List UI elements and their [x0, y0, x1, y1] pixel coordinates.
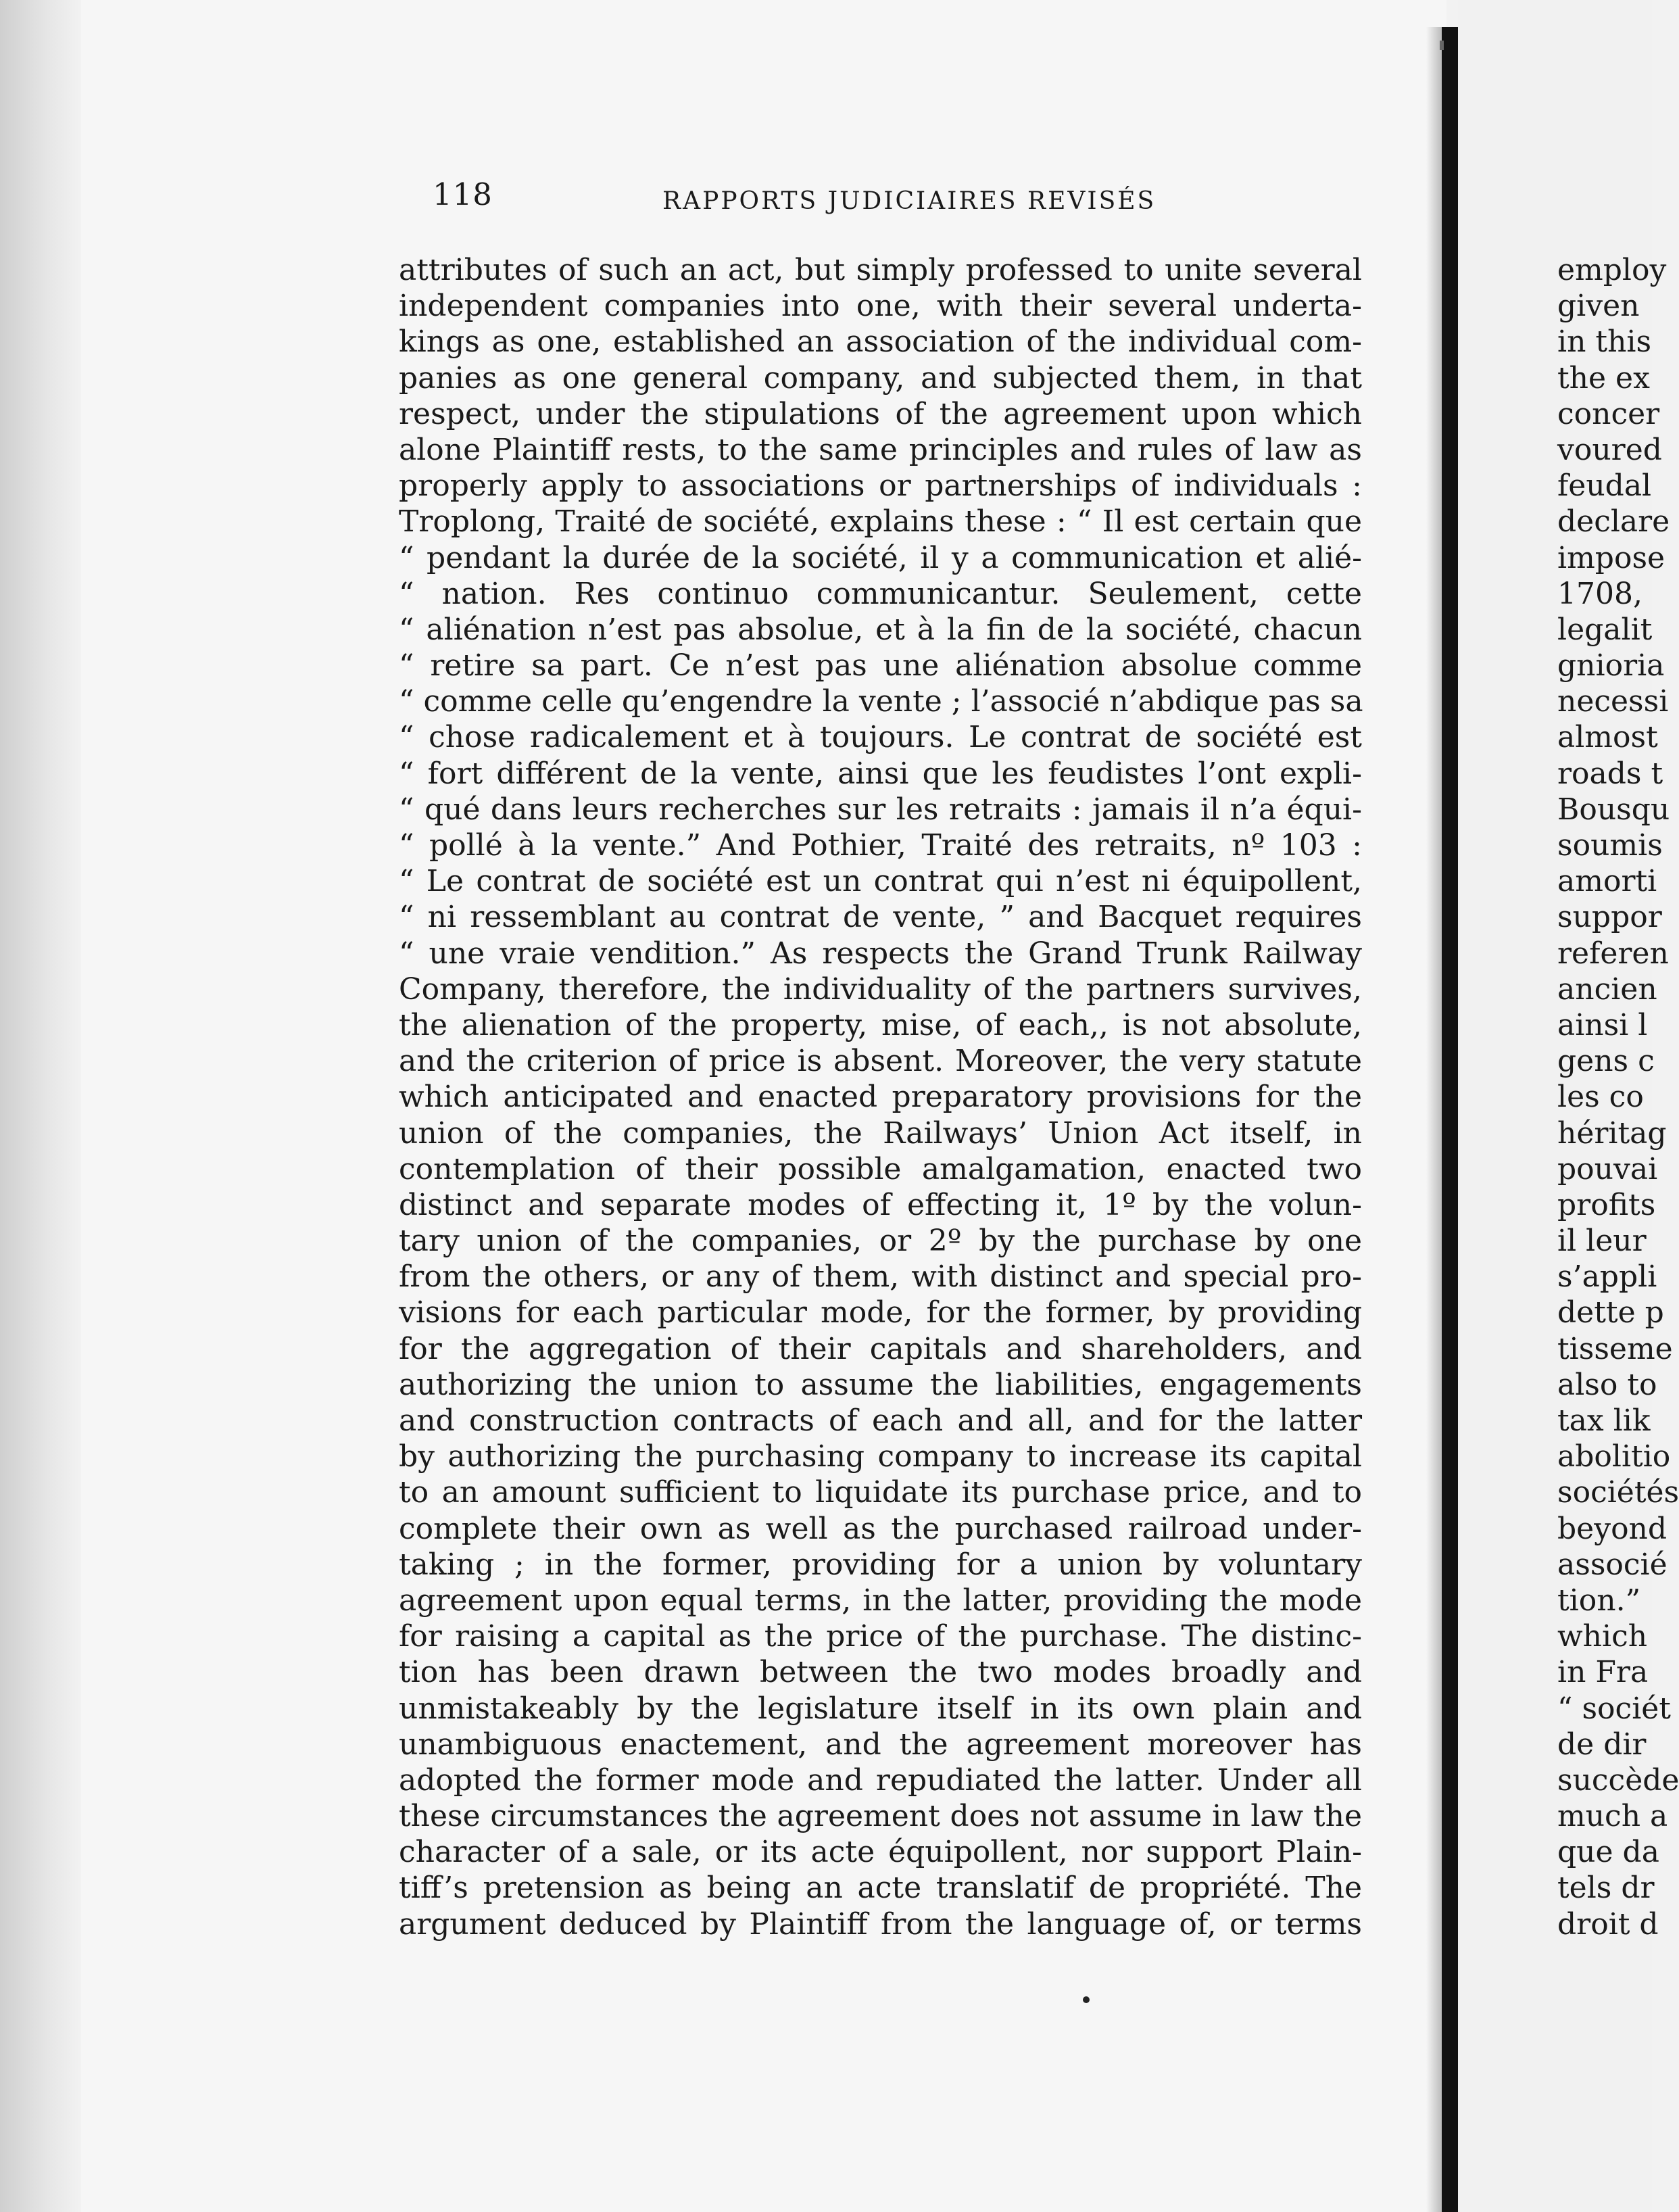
text-line: complete their own as well as the purchased railroad under- [399, 1511, 1362, 1546]
text-line: “ aliénation n’est pas absolue, et à la fin de la société, chacun [399, 612, 1362, 647]
facing-text-line: feudal [1557, 468, 1652, 504]
text-line: kings as one, established an association of the individual com- [399, 324, 1362, 360]
facing-text-line: gnioria [1557, 648, 1665, 683]
text-line: “ chose radicalement et à toujours. Le contrat de société est [399, 720, 1362, 755]
facing-text-line: pouvai [1557, 1151, 1658, 1186]
facing-text-line: roads t [1557, 756, 1663, 791]
text-line: tary union of the companies, or 2º by the purchase by one [399, 1224, 1362, 1259]
facing-text-line: also to [1557, 1367, 1657, 1402]
text-line: which anticipated and enacted preparatory provisions for the [399, 1080, 1362, 1115]
facing-text-line: amorti [1557, 864, 1657, 899]
facing-text-line: sociétés [1557, 1475, 1679, 1510]
facing-text-line: tels dr [1557, 1871, 1655, 1906]
text-line: adopted the former mode and repudiated the latter. Under all [399, 1762, 1362, 1798]
facing-text-line: legalit [1557, 612, 1653, 647]
facing-text-line: “ sociét [1557, 1691, 1671, 1726]
facing-text-line: abolitio [1557, 1439, 1671, 1474]
page-edge-shadow [0, 0, 88, 2212]
text-line: by authorizing the purchasing company to increase its capital [399, 1439, 1362, 1474]
text-line: “ ni ressemblant au contrat de vente, ” and Bacquet requires [399, 900, 1362, 935]
facing-text-line: droit d [1557, 1906, 1659, 1942]
facing-text-line: voured [1557, 432, 1662, 467]
facing-text-line: ainsi l [1557, 1007, 1648, 1042]
text-line: “ retire sa part. Ce n’est pas une aliénation absolue comme [399, 648, 1362, 683]
text-line: “ qué dans leurs recherches sur les retraits : jamais il n’a équi- [399, 792, 1362, 827]
facing-text-line: in this [1557, 324, 1652, 360]
text-line: respect, under the stipulations of the agreement upon which [399, 396, 1362, 431]
text-line: these circumstances the agreement does not assume in law the [399, 1799, 1362, 1834]
text-line: tiff’s pretension as being an acte translatif de propriété. The [399, 1871, 1362, 1906]
facing-text-line: ancien [1557, 971, 1657, 1007]
text-line: taking ; in the former, providing for a union by voluntary [399, 1547, 1362, 1582]
text-line: “ une vraie vendition.” As respects the Grand Trunk Railway [399, 936, 1362, 971]
facing-text-line: impose [1557, 540, 1665, 575]
book-gutter [1442, 27, 1458, 2212]
facing-text-line: referen [1557, 936, 1669, 971]
text-line: “ fort différent de la vente, ainsi que les feudistes l’ont expli- [399, 756, 1362, 791]
text-line: unmistakeably by the legislature itself in its own plain and [399, 1691, 1362, 1726]
facing-text-line: succède [1557, 1762, 1679, 1798]
text-line: from the others, or any of them, with distinct and special pro- [399, 1259, 1362, 1295]
text-line: distinct and separate modes of effecting it, 1º by the volun- [399, 1187, 1362, 1222]
facing-text-line: necessi [1557, 684, 1669, 719]
facing-text-line: héritag [1557, 1115, 1667, 1151]
facing-text-line: les co [1557, 1080, 1644, 1115]
running-head: RAPPORTS JUDICIAIRES REVISÉS [662, 187, 1157, 215]
scan-mark [1440, 41, 1444, 50]
text-line: “ pollé à la vente.” And Pothier, Traité des retraits, nº 103 : [399, 828, 1362, 863]
text-line: “ nation. Res continuo communicantur. Seulement, cette [399, 576, 1362, 611]
text-line: for the aggregation of their capitals and shareholders, and [399, 1331, 1362, 1366]
facing-text-line: tisseme [1557, 1331, 1673, 1366]
facing-text-line: gens c [1557, 1044, 1655, 1079]
facing-text-line: associé [1557, 1547, 1668, 1582]
facing-text-line: concer [1557, 396, 1660, 431]
text-line: panies as one general company, and subjected them, in that [399, 360, 1362, 395]
facing-text-line: much a [1557, 1799, 1668, 1834]
text-line: Company, therefore, the individuality of the partners survives, [399, 971, 1362, 1007]
text-line: Troplong, Traité de société, explains these : “ Il est certain que [399, 504, 1362, 539]
facing-text-line: the ex [1557, 360, 1650, 395]
facing-text-line: almost [1557, 720, 1658, 755]
facing-text-line: declare [1557, 504, 1670, 539]
text-line: and the criterion of price is absent. Moreover, the very statute [399, 1044, 1362, 1079]
text-line: agreement upon equal terms, in the latter, providing the mode [399, 1583, 1362, 1618]
text-line: the alienation of the property, mise, of each,, is not absolute, [399, 1007, 1362, 1042]
ink-speck [1083, 1996, 1090, 2003]
text-line: and construction contracts of each and all, and for the latter [399, 1403, 1362, 1438]
facing-page-text-fragment [1557, 252, 1679, 1942]
text-line: independent companies into one, with their several underta- [399, 289, 1362, 324]
facing-text-line: in Fra [1557, 1655, 1649, 1690]
text-line: attributes of such an act, but simply professed to unite several [399, 253, 1362, 287]
facing-text-line: il leur [1557, 1224, 1647, 1259]
facing-text-line: tax lik [1557, 1403, 1651, 1438]
text-line: argument deduced by Plaintiff from the language of, or terms [399, 1906, 1362, 1942]
text-line: contemplation of their possible amalgamation, enacted two [399, 1151, 1362, 1186]
gutter-shadow [1426, 27, 1442, 2212]
facing-text-line: suppor [1557, 900, 1662, 935]
facing-text-line: s’appli [1557, 1259, 1657, 1295]
facing-text-line: soumis [1557, 828, 1663, 863]
facing-text-line: profits [1557, 1187, 1656, 1222]
text-line: character of a sale, or its acte équipollent, nor support Plain- [399, 1835, 1362, 1870]
page-number: 118 [433, 176, 493, 212]
text-line: tion has been drawn between the two modes broadly and [399, 1655, 1362, 1690]
facing-text-line: Bousqu [1557, 792, 1670, 827]
text-line: unambiguous enactement, and the agreement moreover has [399, 1727, 1362, 1762]
facing-text-line: given [1557, 289, 1640, 324]
facing-text-line: beyond [1557, 1511, 1668, 1546]
facing-text-line: employ [1557, 253, 1667, 287]
facing-text-line: de dir [1557, 1727, 1647, 1762]
facing-text-line: 1708, [1557, 576, 1642, 611]
main-text-column [399, 252, 1362, 1942]
text-line: alone Plaintiff rests, to the same principles and rules of law as [399, 432, 1362, 467]
text-line: properly apply to associations or partnerships of individuals : [399, 468, 1362, 504]
facing-text-line: dette p [1557, 1295, 1664, 1330]
text-line: union of the companies, the Railways’ Union Act itself, in [399, 1115, 1362, 1151]
facing-text-line: which [1557, 1619, 1648, 1654]
text-line: to an amount sufficient to liquidate its purchase price, and to [399, 1475, 1362, 1510]
text-line: “ pendant la durée de la société, il y a communication et alié- [399, 540, 1362, 575]
facing-text-line: tion.” [1557, 1583, 1641, 1618]
text-line: visions for each particular mode, for the former, by providing [399, 1295, 1362, 1330]
text-line: for raising a capital as the price of the purchase. The distinc- [399, 1619, 1362, 1654]
text-line: “ comme celle qu’engendre la vente ; l’associé n’abdique pas sa [399, 684, 1363, 719]
text-line: “ Le contrat de société est un contrat qui n’est ni équipollent, [399, 864, 1362, 899]
facing-text-line: que da [1557, 1835, 1659, 1870]
text-line: authorizing the union to assume the liabilities, engagements [399, 1367, 1362, 1402]
